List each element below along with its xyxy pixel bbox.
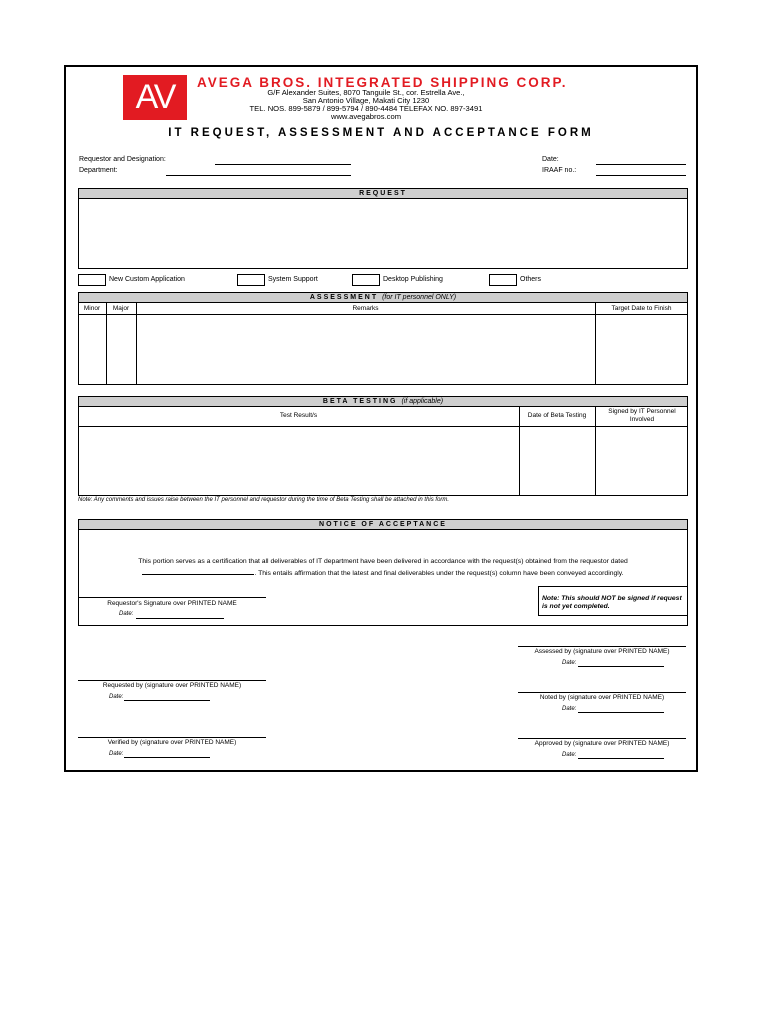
acceptance-date-blank[interactable] [142, 567, 254, 575]
verified-date-line[interactable] [124, 757, 210, 758]
address-line-1: G/F Alexander Suites, 8070 Tanguile St., cor. Estrella Ave., [267, 88, 465, 97]
verified-by-label: Verified by (signature over PRINTED NAME) [107, 739, 237, 746]
acceptance-text-1: This portion serves as a certification that all deliverables of IT department have been delivered in accordance with the request(s) obtained from the requestor dated [138, 558, 628, 565]
date-field[interactable] [596, 164, 686, 165]
checkbox-desktop-publishing[interactable] [352, 274, 380, 286]
acceptance-text-2: . This entails affirmation that the latest and final deliverables under the request(s) column have been conveyed accordingly. [254, 570, 624, 577]
date-label: Date: [542, 156, 559, 163]
address-line-2: San Antonio Village, Makati City 1230 [302, 96, 430, 105]
approved-by-label: Approved by (signature over PRINTED NAME) [534, 740, 670, 747]
col-test-results: Test Result/s [279, 412, 318, 419]
form-title: IT REQUEST, ASSESSMENT AND ACCEPTANCE FORM [168, 127, 594, 139]
beta-col-divider [595, 406, 596, 496]
requested-by-label: Requested by (signature over PRINTED NAME) [102, 682, 242, 689]
requested-date-line[interactable] [124, 700, 210, 701]
address-line-4: www.avegabros.com [330, 112, 402, 121]
col-major: Major [112, 305, 130, 312]
approved-sig-line[interactable] [518, 738, 686, 739]
assessment-header-rule [78, 314, 688, 315]
beta-note: Note: Any comments and issues raise between the IT personnel and requestor during the time of Beta Testing shall be attached in this form. [78, 497, 450, 503]
beta-header-text: BETA TESTING [322, 398, 398, 405]
acceptance-sig-line[interactable] [78, 597, 266, 598]
assessment-col-divider [136, 302, 137, 385]
company-logo [123, 75, 187, 120]
beta-header-rule [78, 426, 688, 427]
assessment-col-divider [595, 302, 596, 385]
verified-sig-line[interactable] [78, 737, 266, 738]
company-name: AVEGA BROS. INTEGRATED SHIPPING CORP. [197, 75, 568, 90]
assessed-sig-line[interactable] [518, 646, 686, 647]
requested-sig-line[interactable] [78, 680, 266, 681]
col-date-beta: Date of Beta Testing [527, 412, 587, 419]
requestor-field[interactable] [215, 164, 351, 165]
checkbox-new-custom-application[interactable] [78, 274, 106, 286]
assessment-header-note: (for IT personnel ONLY) [382, 294, 457, 301]
requestor-signature-label: Requestor's Signature over PRINTED NAME [107, 600, 237, 607]
assessed-by-label: Assessed by (signature over PRINTED NAME) [534, 648, 670, 655]
acceptance-date-label: Date: [119, 611, 134, 617]
assessed-date-label: Date: [562, 660, 577, 666]
logo-text: AV [135, 78, 175, 116]
checkbox-others[interactable] [489, 274, 517, 286]
acceptance-text [80, 557, 686, 579]
form-page [64, 65, 698, 772]
department-label: Department: [79, 167, 118, 174]
iraaf-field[interactable] [596, 175, 686, 176]
beta-col-divider [519, 406, 520, 496]
department-field[interactable] [166, 175, 351, 176]
request-header-text: REQUEST [359, 190, 407, 197]
checkbox-system-support[interactable] [237, 274, 265, 286]
noted-sig-line[interactable] [518, 692, 686, 693]
col-target-date: Target Date to Finish [611, 305, 672, 312]
requested-date-label: Date: [109, 694, 124, 700]
beta-header-note: (if applicable) [401, 398, 444, 405]
acceptance-header-text: NOTICE OF ACCEPTANCE [319, 521, 447, 528]
assessed-date-line[interactable] [578, 666, 664, 667]
approved-date-line[interactable] [578, 758, 664, 759]
option-system-support: System Support [268, 276, 318, 283]
option-desktop-publishing: Desktop Publishing [383, 276, 443, 283]
col-minor: Minor [83, 305, 101, 312]
noted-by-label: Noted by (signature over PRINTED NAME) [539, 694, 665, 701]
acceptance-date-line[interactable] [136, 618, 224, 619]
verified-date-label: Date: [109, 751, 124, 757]
noted-date-label: Date: [562, 706, 577, 712]
col-signed-it: Signed by IT Personnel Involved [608, 408, 676, 423]
approved-date-label: Date: [562, 752, 577, 758]
option-new-custom-application: New Custom Application [109, 276, 185, 283]
requestor-label: Requestor and Designation: [79, 156, 166, 163]
noted-date-line[interactable] [578, 712, 664, 713]
acceptance-note: Note: This should NOT be signed if request is not yet completed. [542, 595, 682, 610]
option-others: Others [520, 276, 542, 283]
iraaf-label: IRAAF no.: [542, 167, 577, 174]
address-line-3: TEL. NOS. 899-5879 / 899-5794 / 890-4484 TELEFAX NO. 897-3491 [249, 104, 483, 113]
assessment-col-divider [106, 302, 107, 385]
assessment-header-text: ASSESSMENT [309, 294, 379, 301]
request-textarea[interactable] [78, 198, 688, 269]
col-remarks: Remarks [352, 305, 379, 312]
